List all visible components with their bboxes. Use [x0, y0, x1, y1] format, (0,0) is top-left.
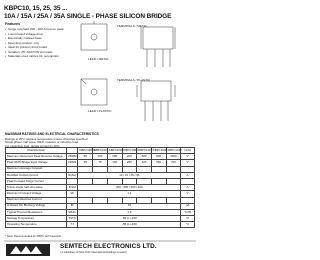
table-cell: V [181, 191, 195, 197]
table-cell: 1.9 [78, 209, 181, 215]
table-cell: 140 [107, 160, 122, 166]
table-cell: 200 [107, 154, 122, 160]
table-cell: Storage Temperature [6, 216, 67, 222]
table-cell: 8.3ms single half sine-wave [6, 185, 67, 191]
table-cell: Maximum Average Forward [6, 166, 67, 172]
package-label-metal-lead: LEAD / METAL [88, 57, 109, 61]
feature-item: • Ideal for printed circuit board [8, 45, 47, 49]
table-cell: A [181, 185, 195, 191]
ratings-heading: MAXIMUM RATINGS AND ELECTRICAL CHARACTERISTICS [5, 132, 99, 136]
table-cell: Maximum Reverse Current [6, 197, 67, 203]
table-cell: 800 [151, 154, 166, 160]
table-cell: µA [181, 203, 195, 209]
table-cell: °C [181, 222, 195, 228]
table-header-cell: Characteristic [6, 148, 67, 154]
table-cell: A [181, 172, 195, 178]
table-header-cell: KBPC1002 [108, 147, 124, 152]
semtech-logo-icon [6, 242, 50, 258]
table-cell: Peak Forward Surge Current [6, 178, 67, 184]
ratings-note: For capacitive load, derate current by 20%. [5, 143, 61, 148]
table-cell: Typical Thermal Resistance [6, 209, 67, 215]
table-cell: 1000 [166, 154, 181, 160]
table-cell: VRRM [67, 153, 77, 158]
package-label-metal-case: TERMINALS / METAL [117, 24, 148, 28]
metal-case-side-view [141, 27, 175, 67]
table-cell: Maximum Forward Voltage [6, 191, 67, 197]
feature-item: • Electrically isolated base [8, 36, 42, 40]
table-cell: 200 / 300 / 300 / 400 [78, 185, 181, 191]
table-cell: -55 to +150 [78, 222, 181, 228]
table-header-cell: KBPC1004 [123, 147, 138, 152]
table-cell: 700 [166, 160, 181, 166]
feature-item: • Materials used carries UL recognition [8, 54, 59, 58]
ratings-table [5, 147, 195, 228]
table-cell: 10 [78, 203, 181, 209]
table-cell: Rectified Output Current [6, 172, 67, 178]
features-heading: Features [5, 22, 20, 26]
feature-item: • Mounting position: Any [8, 41, 39, 45]
table-cell: 420 [137, 160, 152, 166]
table-cell: 35 [78, 160, 93, 166]
table-header-cell: KBPC10005 [79, 147, 96, 152]
table-cell: 10 / 15 / 25 / 35 [78, 172, 181, 178]
table-cell: TJ [66, 222, 78, 228]
page-title: KBPC10, 15, 25, 35 ... [4, 5, 68, 12]
table-cell: V [181, 160, 195, 166]
plastic-case-top-view [81, 79, 107, 105]
package-label-plastic-case: TERMINALS / PLASTIC [117, 78, 151, 82]
table-header-cell: Units [181, 148, 195, 154]
table-cell: V [181, 154, 195, 160]
table-cell: Maximum Recurrent Peak Reverse Voltage [6, 154, 67, 160]
table-cell: at Rated DC Blocking Voltage [6, 203, 67, 209]
table-cell: 70 [93, 160, 108, 166]
table-cell: IFSM [66, 185, 78, 191]
table-header-cell: KBPC1008 [152, 147, 168, 152]
table-row [6, 222, 195, 228]
company-name: SEMTECH ELECTRONICS LTD. [60, 243, 157, 250]
feature-item: • Low forward voltage drop [8, 32, 43, 36]
table-cell: 1.1 [78, 191, 181, 197]
table-cell: Operating Temperature [6, 222, 67, 228]
table-cell: 600 [137, 154, 152, 160]
table-cell: IR [66, 203, 78, 209]
table-cell: 400 [122, 154, 137, 160]
metal-case-top-view [81, 21, 107, 50]
table-cell: 280 [122, 160, 137, 166]
table-cell: 50 [78, 154, 93, 160]
table-cell: °C [181, 216, 195, 222]
table-cell: -55 to +150 [78, 216, 181, 222]
table-cell: VRMS [67, 160, 77, 165]
table-cell: 560 [151, 160, 166, 166]
table-cell: VF [66, 191, 78, 197]
table-cell: TSTG [68, 215, 77, 220]
table-header-cell: KBPC1006 [138, 147, 153, 152]
page-subtitle: 10A / 15A / 25A / 35A SINGLE - PHASE SILICON BRIDGE [4, 12, 172, 20]
table-footnote: * Note: Recommended on KBPC with heat sink. [5, 235, 62, 238]
table-cell: IF(AV) [68, 172, 77, 177]
table-cell: Peak RMS Bridge Input Voltage [6, 160, 67, 166]
package-label-plastic-lead: LEAD / PLASTIC [88, 109, 112, 113]
table-header-cell: KBPC1010 [167, 147, 182, 152]
company-subtitle: ( a subsidiary of Sino-Tech International Holdings Limited ) [60, 251, 128, 254]
feature-item: • Surge overload 200 - 400 Amperes peak [8, 27, 64, 31]
ratings-note: Single phase, half wave, 60Hz, resistive or inductive load. [5, 140, 79, 144]
table-cell: RθJC [66, 209, 78, 215]
table-cell: °C/W [181, 209, 195, 215]
feature-item: • Isolation: 25" FASTON terminals [8, 50, 52, 54]
plastic-case-side-view [137, 81, 175, 121]
table-cell: 100 [93, 154, 108, 160]
ratings-note: Ratings at 25°C ambient temperature unless otherwise specified. [5, 136, 89, 141]
table-header-cell: KBPC1001 [94, 147, 109, 152]
